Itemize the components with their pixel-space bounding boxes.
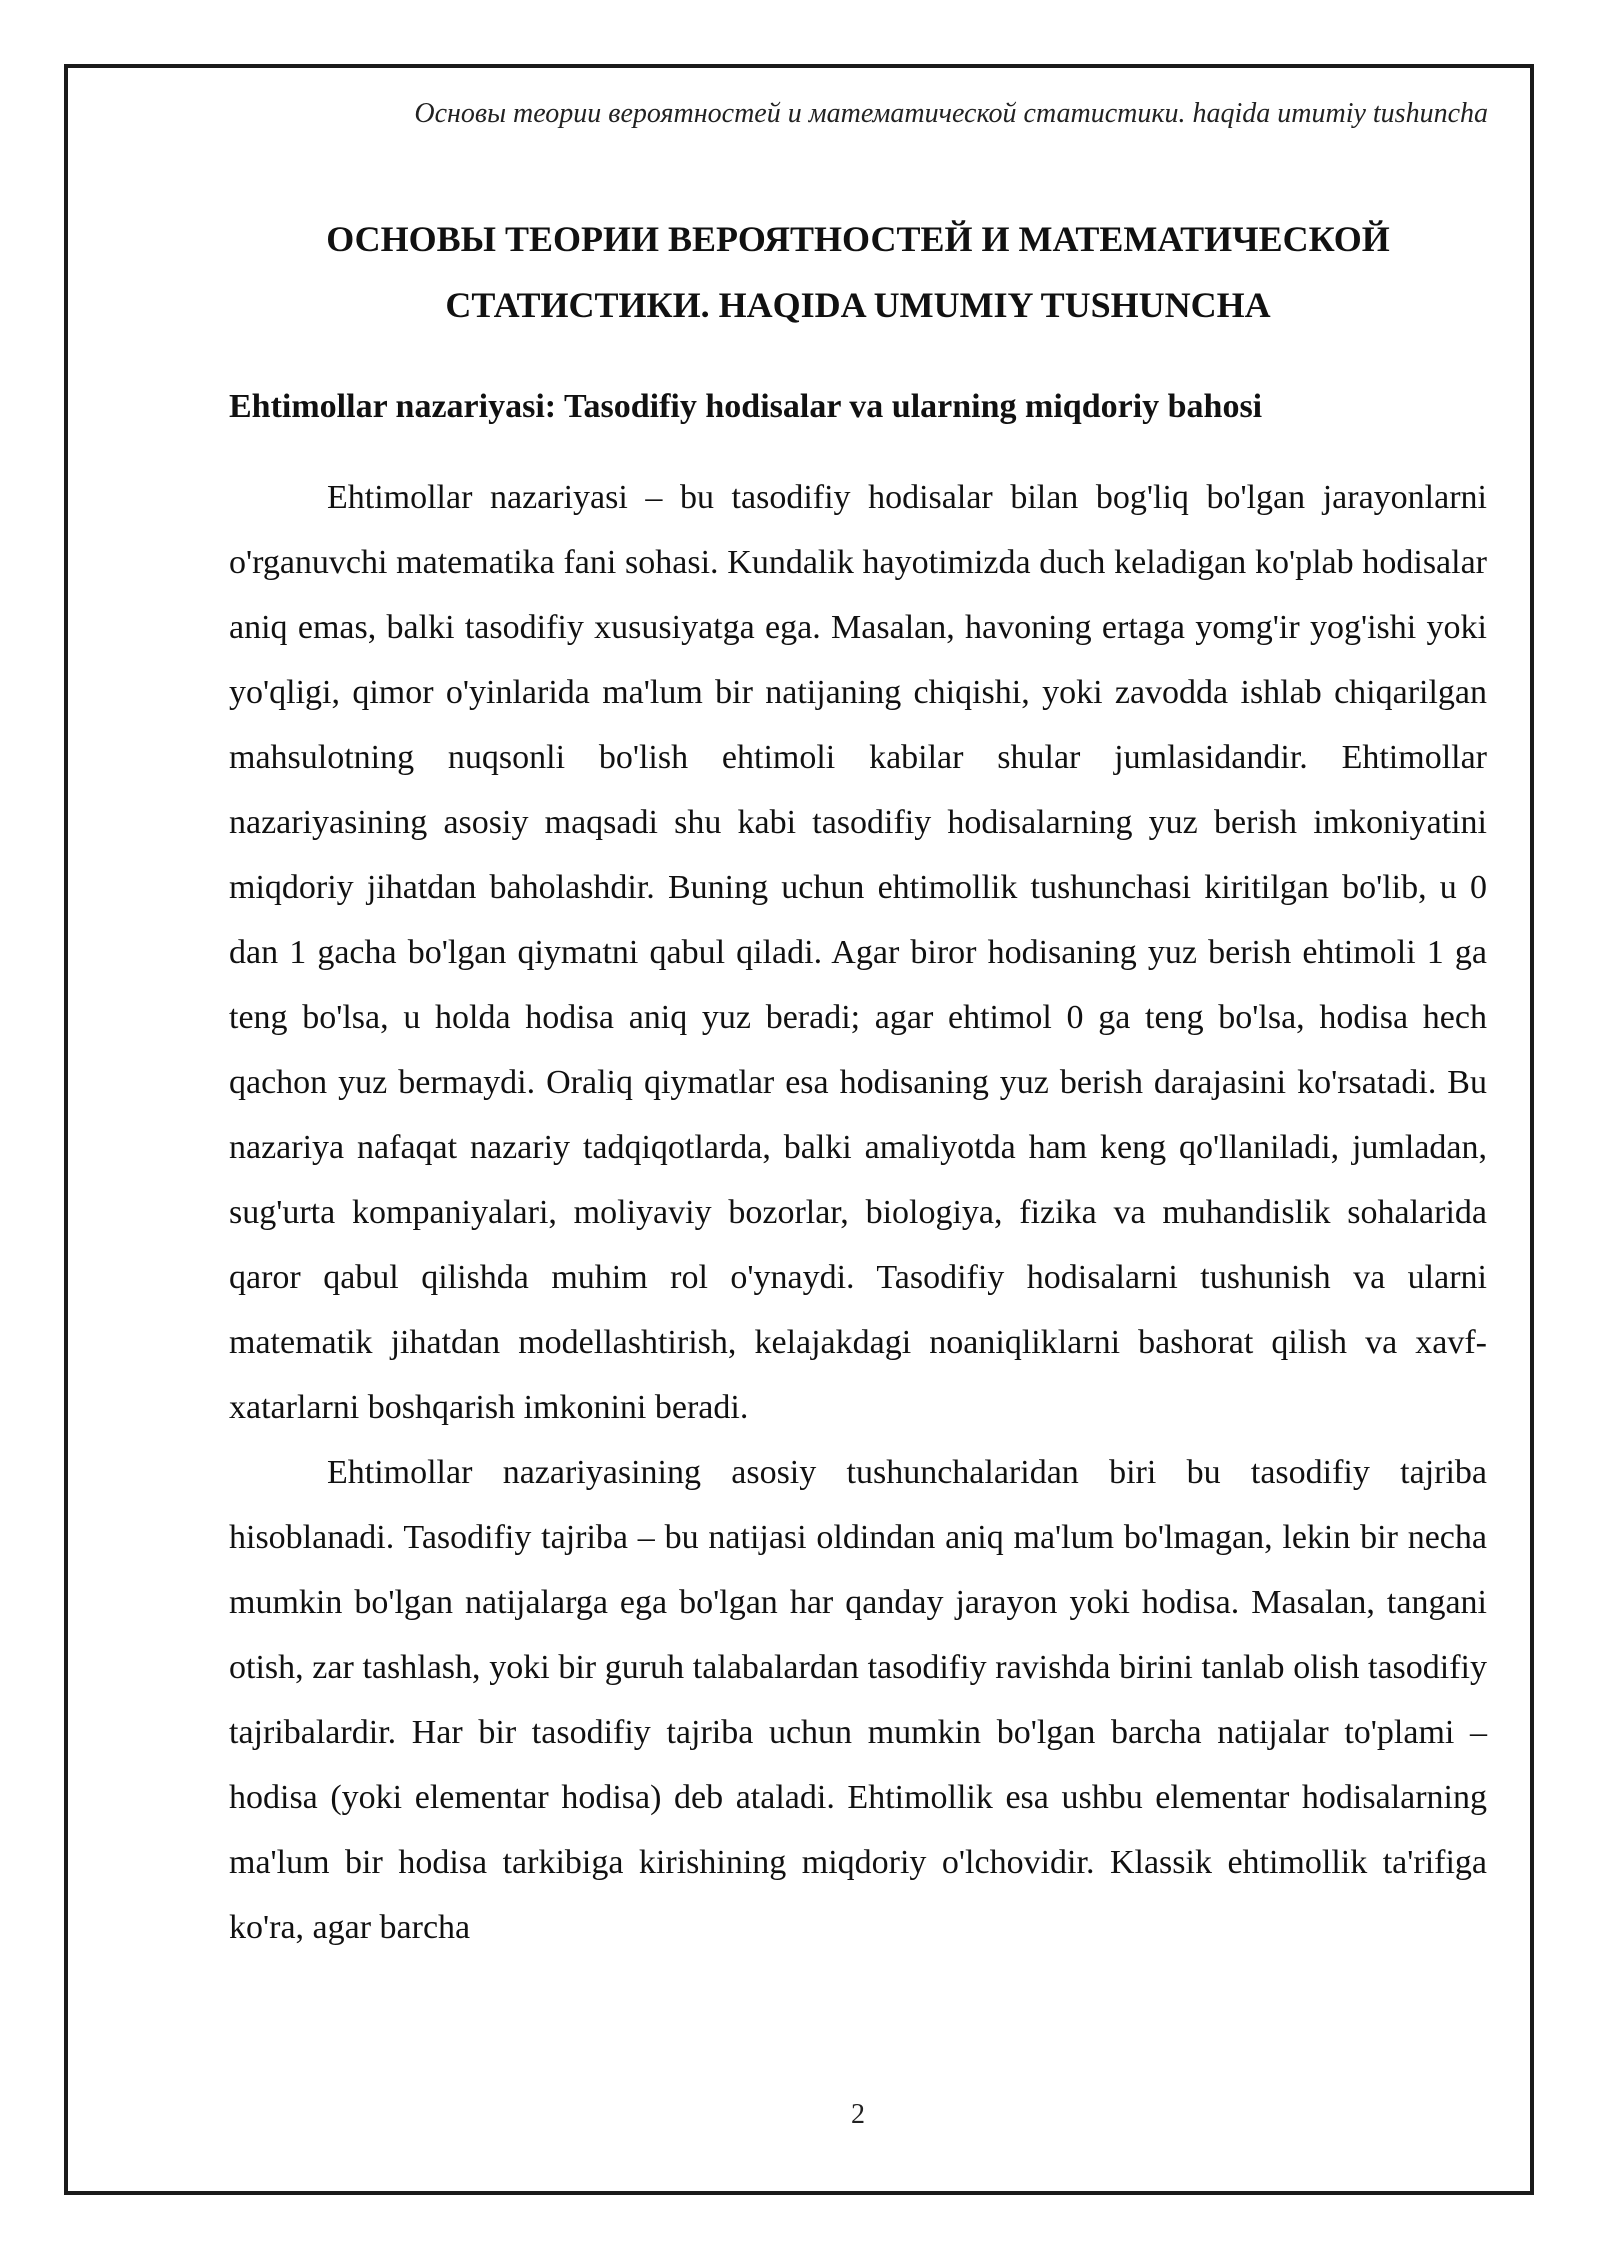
document-title-line-2: СТАТИСТИКИ. HAQIDA UMUMIY TUSHUNCHA — [445, 285, 1271, 325]
document-title — [200, 206, 1516, 338]
paragraph-2: Ehtimollar nazariyasining asosiy tushunchalaridan biri bu tasodifiy tajriba hisoblanadi. Tasodifiy tajriba – bu natijasi oldindan aniq ma'lum bo'lmagan, lekin bir necha mumkin bo'lgan natijalarga ega bo'lgan har qanday jarayon yoki hodisa. Masalan, tangani otish, zar tashlash, yoki bir guruh talabalardan tasodifiy ravishda birini tanlab olish tasodifiy tajribalardir. Har bir tasodifiy tajriba uchun mumkin bo'lgan barcha natijalar to'plami – hodisa (yoki elementar hodisa) deb ataladi. Ehtimollik esa ushbu elementar hodisalarning ma'lum bir hodisa tarkibiga kirishining miqdoriy o'lchovidir. Klassik ehtimollik ta'rifiga ko'ra, agar barcha — [229, 1454, 1487, 1946]
body-text — [229, 465, 1487, 1960]
paragraph-1: Ehtimollar nazariyasi – bu tasodifiy hodisalar bilan bog'liq bo'lgan jarayonlarni o'rganuvchi matematika fani sohasi. Kundalik hayotimizda duch keladigan ko'plab hodisalar aniq emas, balki tasodifiy xususiyatga ega. Masalan, havoning ertaga yomg'ir yog'ishi yoki yo'qligi, qimor o'yinlarida ma'lum bir natijaning chiqishi, yoki zavodda ishlab chiqarilgan mahsulotning nuqsonli bo'lish ehtimoli kabilar shular jumlasidandir. Ehtimollar nazariyasining asosiy maqsadi shu kabi tasodifiy hodisalarning yuz berish imkoniyatini miqdoriy jihatdan baholashdir. Buning uchun ehtimollik tushunchasi kiritilgan bo'lib, u 0 dan 1 gacha bo'lgan qiymatni qabul qiladi. Agar biror hodisaning yuz berish ehtimoli 1 ga teng bo'lsa, u holda hodisa aniq yuz beradi; agar ehtimol 0 ga teng bo'lsa, hodisa hech qachon yuz bermaydi. Oraliq qiymatlar esa hodisaning yuz berish darajasini ko'rsatadi. Bu nazariya nafaqat nazariy tadqiqotlarda, balki amaliyotda ham keng qo'llaniladi, jumladan, sug'urta kompaniyalari, moliyaviy bozorlar, biologiya, fizika va muhandislik sohalarida qaror qabul qilishda muhim rol o'ynaydi. Tasodifiy hodisalarni tushunish va ularni matematik jihatdan modellashtirish, kelajakdagi noaniqliklarni bashorat qilish va xavf-xatarlarni boshqarish imkonini beradi. — [229, 479, 1487, 1426]
page-number: 2 — [851, 2099, 865, 2130]
section-heading: Ehtimollar nazariyasi: Tasodifiy hodisalar va ularning miqdoriy bahosi — [229, 388, 1263, 425]
document-title-line-1: ОСНОВЫ ТЕОРИИ ВЕРОЯТНОСТЕЙ И МАТЕМАТИЧЕСКОЙ — [326, 219, 1390, 259]
running-header: Основы теории вероятностей и математической статистики. haqida umumiy tushuncha — [414, 98, 1488, 129]
